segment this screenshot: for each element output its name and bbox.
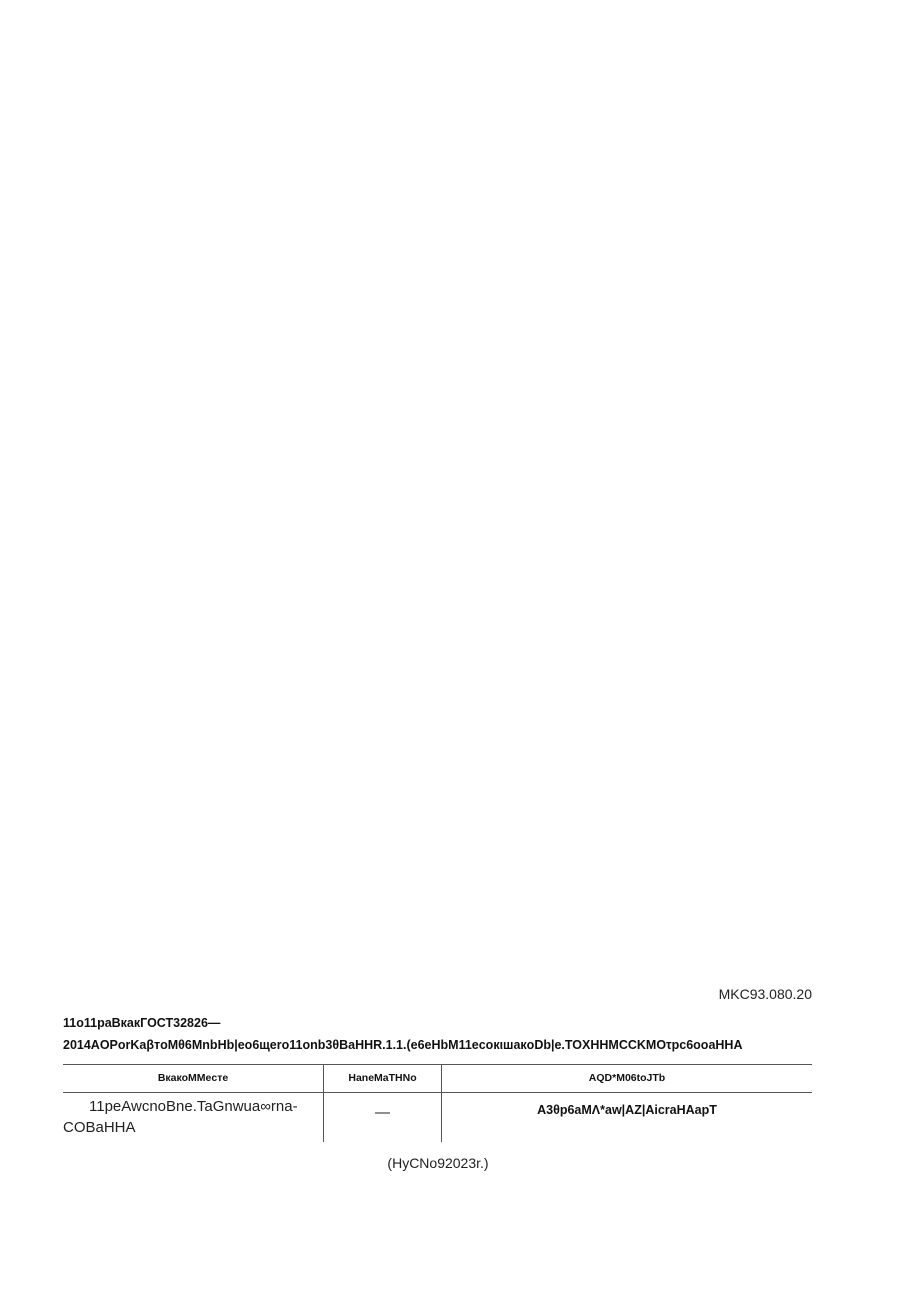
location-text-line2: COBaHHA [63,1119,136,1136]
table-header-location: BкакоMMecте [157,1072,229,1084]
table-cell-location [63,1096,321,1138]
publication-note: (HyCNo92023r.) [387,1155,489,1171]
location-text-line1: 11peAwcnoBne.TaGnwua∞rna- [89,1098,298,1115]
table-header-should-be: AQD*M06toJTb [588,1072,666,1084]
table-cell-printed: — [375,1104,390,1121]
classification-code: MKC93.080.20 [718,986,812,1002]
table-header-border [63,1092,812,1093]
amendment-title-line1: 11o11paBкакГОСТ32826— [63,1016,221,1030]
amendment-title-line2: 2014AOPorKaβтoMθ6MnbHb|eo6щero11onb3θBaHHR.1.1.(e6eHbM11ecoкιшакoDb|e.TOXHHMCCKMOτpc6ooaHHA [63,1038,743,1052]
table-cell-should-be: A3θp6aMΛ*aw|AZ|AicraHAapT [537,1103,717,1117]
table-header-printed: HaneMaTHNo [348,1072,417,1084]
